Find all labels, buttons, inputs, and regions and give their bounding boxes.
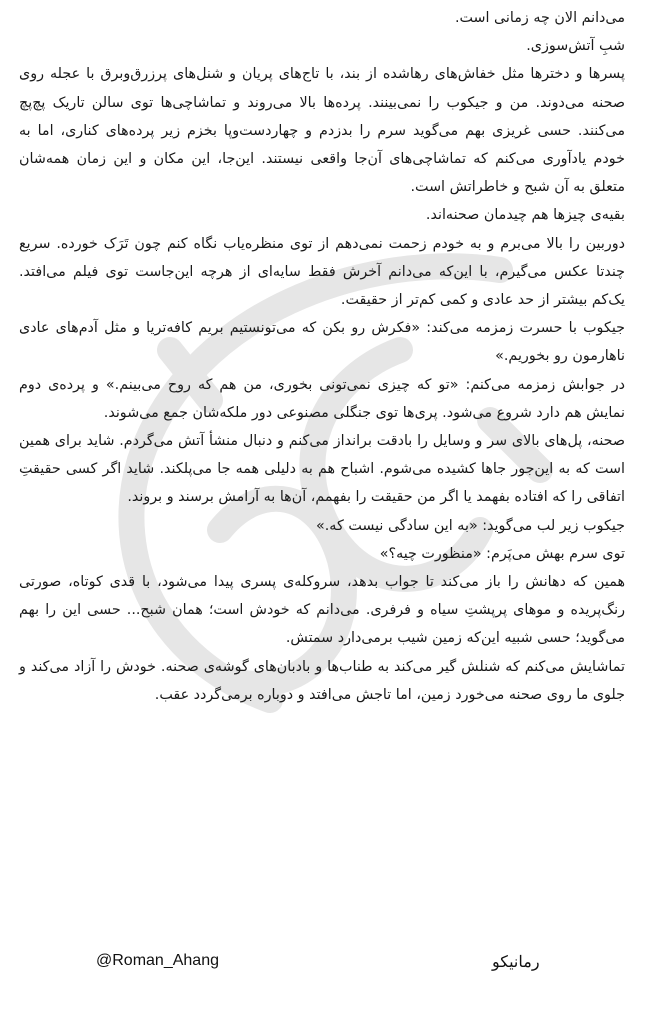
body-text: [19, 4, 625, 709]
paragraph: بقیه‌ی چیزها هم چیدمان صحنه‌اند.: [425, 207, 625, 224]
paragraph: در جوابش زمزمه می‌کنم: «تو که چیزی نمی‌تونی بخوری، من هم که روح می‌بینم.» و پرده‌ی دوم نمایش هم دارد شروع می‌شود. پری‌ها توی جنگلی مصنوعی دور ملکه‌شان جمع می‌شوند.: [19, 376, 625, 421]
paragraph: جیکوب زیر لب می‌گوید: «به این سادگی نیست که.»: [316, 517, 625, 534]
paragraph: همین که دهانش را باز می‌کند تا جواب بدهد، سروکله‌ی پسری پیدا می‌شود، با قدی کوتاه، صورتی رنگ‌پریده و موهای پرپشتِ سیاه و فرفری. می‌دانم که خودش است؛ همان شبح... حسی این را بهم می‌گوید؛ حسی شبیه این‌که زمین شیب برمی‌دارد سمتش.: [19, 574, 625, 647]
paragraph: توی سرم بهش می‌پَرم: «منظورت چیه؟»: [379, 545, 625, 562]
footer-brand: رمانیکو: [492, 952, 540, 971]
paragraph: تماشایش می‌کنم که شنلش گیر می‌کند به طناب‌ها و بادبان‌های گوشه‌ی صحنه. خودش را آزاد می‌کند و جلوی ما روی صحنه می‌خورد زمین، اما تاجش می‌افتد و دوباره برمی‌گردد عقب.: [19, 658, 625, 703]
footer-handle: @Roman_Ahang: [96, 952, 219, 969]
paragraph: جیکوب با حسرت زمزمه می‌کند: «فکرش رو بکن که می‌تونستیم بریم کافه‌تریا و مثل آدم‌های عادی ناهارمون رو بخوریم.»: [19, 320, 625, 365]
paragraph: پسرها و دخترها مثل خفاش‌های رهاشده از بند، با تاج‌های پریان و شنل‌های پرزرق‌وبرق با عجله روی صحنه می‌دوند. من و جیکوب را نمی‌بینند. پرده‌ها بالا می‌روند و تماشاچی‌ها توی سالن تاریک پچ‌پچ می‌کنند. حسی غریزی بهم می‌گوید سرم را بدزدم و چهاردست‌وپا بخزم زیر پرده‌های کناری، اما به خودم یادآوری می‌کنم که تماشاچی‌های آن‌جا واقعی نیستند. این‌جا، این مکان و این زمان همه‌شان متعلق به آن شبح و خاطراتش است.: [19, 66, 625, 196]
paragraph: دوربین را بالا می‌برم و به خودم زحمت نمی‌دهم از توی منظره‌یاب نگاه کنم چون تَرَک خورده. سریع چندتا عکس می‌گیرم، با این‌که می‌دانم آخرش فقط سایه‌ای از هرچه این‌جاست توی فیلم می‌افتد. یک‌کم بیشتر از حد عادی و کمی کم‌تر از حقیقت.: [19, 235, 625, 309]
paragraph: شبِ آتش‌سوزی.: [526, 38, 625, 55]
paragraph: می‌دانم الان چه زمانی است.: [454, 10, 625, 26]
paragraph: صحنه، پل‌های بالای سر و وسایل را بادقت برانداز می‌کنم و دنبال منشأ آتش می‌گردم. شاید برای همین است که به این‌جور جاها کشیده می‌شوم. اشباح هم به دلیلی همه جا می‌پلکند. شاید اگر کسی حقیقتِ اتفاقی را که افتاده بفهمد یا اگر من حقیقت را بفهمم، آن‌ها به آرامش برسند و بروند.: [19, 433, 625, 506]
